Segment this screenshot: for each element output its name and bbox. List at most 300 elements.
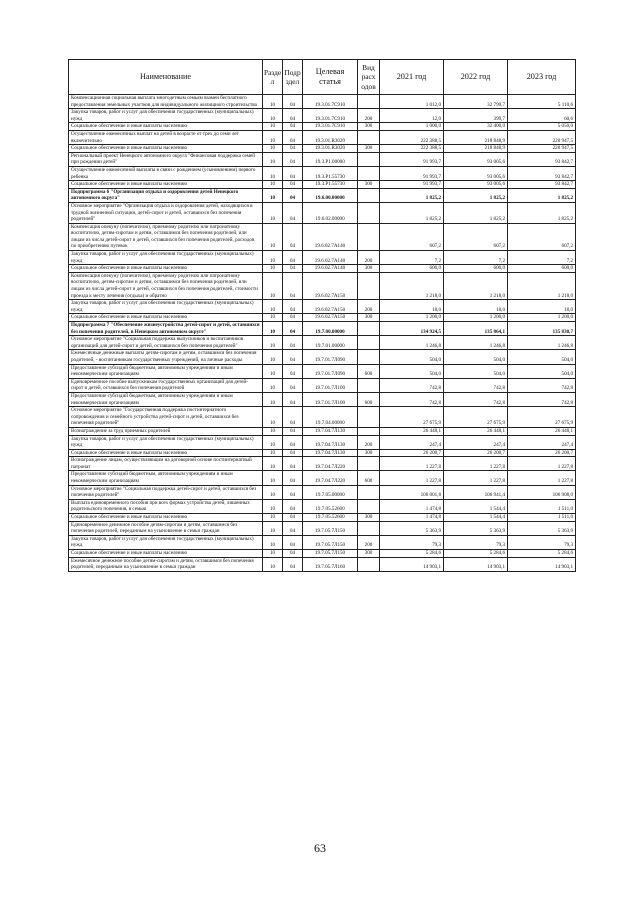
- name-cell: Основное мероприятие "Социальная поддержка детей-сирот и детей, оставшихся без попечения родителей": [69, 485, 263, 499]
- target-cell: 19.3.01.7С910: [303, 95, 358, 109]
- amount-2023-cell: 106 908,0: [508, 485, 576, 499]
- table-row: [69, 550, 576, 558]
- name-cell: Компенсационная социальная выплата многодетным семьям взамен бесплатного предоставления земельных участков для индивидуального жилищного строительства: [69, 95, 263, 109]
- table-row: [69, 152, 576, 166]
- target-cell: 19.7.05.52600: [303, 514, 358, 522]
- amount-2022-cell: 5 363,9: [444, 521, 508, 535]
- razdel-cell: 10: [263, 535, 283, 549]
- amount-2022-cell: 399,7: [444, 109, 508, 123]
- target-cell: 19.7.04.7Л220: [303, 471, 358, 485]
- amount-2023-cell: 1 227,8: [508, 471, 576, 485]
- amount-2022-cell: 1 544,4: [444, 514, 508, 522]
- table-row: [69, 407, 576, 428]
- expense-type-cell: [358, 130, 380, 144]
- amount-2022-cell: 27 675,9: [444, 407, 508, 428]
- name-cell: Закупка товаров, работ и услуг для обеспечения государственных (муниципальных) нужд: [69, 535, 263, 549]
- podrazdel-cell: 04: [283, 166, 303, 180]
- amount-2022-cell: 1 825,2: [444, 188, 508, 202]
- header-target: Целевая статья: [303, 60, 358, 95]
- amount-2023-cell: 5 050,0: [508, 123, 576, 131]
- amount-2022-cell: 32 799,7: [444, 95, 508, 109]
- amount-2021-cell: 27 675,9: [380, 407, 444, 428]
- amount-2023-cell: 27 675,9: [508, 407, 576, 428]
- podrazdel-cell: 04: [283, 251, 303, 265]
- amount-2021-cell: 247,4: [380, 435, 444, 449]
- amount-2023-cell: 742,8: [508, 392, 576, 406]
- amount-2021-cell: 14 903,1: [380, 557, 444, 571]
- expense-type-cell: [358, 499, 380, 513]
- name-cell: Социальное обеспечение и иные выплаты населению: [69, 514, 263, 522]
- podrazdel-cell: 04: [283, 364, 303, 378]
- table-row: [69, 166, 576, 180]
- razdel-cell: 10: [263, 95, 283, 109]
- name-cell: Закупка товаров, работ и услуг для обеспечения государственных (муниципальных) нужд: [69, 251, 263, 265]
- header-2023: 2023 год: [508, 60, 576, 95]
- podrazdel-cell: 04: [283, 557, 303, 571]
- expense-type-cell: [358, 350, 380, 364]
- amount-2023-cell: 220 947,5: [508, 145, 576, 153]
- amount-2023-cell: 607,2: [508, 223, 576, 250]
- amount-2021-cell: 91 993,7: [380, 152, 444, 166]
- amount-2021-cell: 26 200,7: [380, 449, 444, 457]
- target-cell: 19.7.01.7Л090: [303, 364, 358, 378]
- amount-2022-cell: 742,8: [444, 392, 508, 406]
- expense-type-cell: [358, 485, 380, 499]
- amount-2022-cell: 504,0: [444, 350, 508, 364]
- podrazdel-cell: 04: [283, 449, 303, 457]
- amount-2022-cell: 1 200,0: [444, 314, 508, 322]
- table-row: [69, 109, 576, 123]
- expense-type-cell: 200: [358, 435, 380, 449]
- podrazdel-cell: 04: [283, 314, 303, 322]
- table-row: [69, 300, 576, 314]
- amount-2023-cell: 79,3: [508, 535, 576, 549]
- table-row: [69, 130, 576, 144]
- table-row: [69, 322, 576, 336]
- amount-2021-cell: 504,0: [380, 350, 444, 364]
- table-header-row: [69, 60, 576, 95]
- expense-type-cell: [358, 336, 380, 350]
- razdel-cell: 10: [263, 300, 283, 314]
- amount-2022-cell: 1 227,8: [444, 471, 508, 485]
- expense-type-cell: 300: [358, 449, 380, 457]
- header-podrazdel: Подр здел: [283, 60, 303, 95]
- amount-2021-cell: 607,2: [380, 223, 444, 250]
- name-cell: Закупка товаров, работ и услуг для обеспечения государственных (муниципальных) нужд: [69, 435, 263, 449]
- amount-2022-cell: 247,4: [444, 435, 508, 449]
- amount-2021-cell: 1 227,8: [380, 457, 444, 471]
- table-row: [69, 378, 576, 392]
- amount-2023-cell: 26 200,7: [508, 449, 576, 457]
- target-cell: 19.7.04.00000: [303, 407, 358, 428]
- name-cell: Предоставление субсидий бюджетным, автономным учреждениям и иным некоммерческим организациям: [69, 471, 263, 485]
- amount-2022-cell: 1 218,0: [444, 272, 508, 299]
- amount-2023-cell: 247,4: [508, 435, 576, 449]
- target-cell: 19.3.01.7С910: [303, 109, 358, 123]
- amount-2021-cell: 742,8: [380, 392, 444, 406]
- name-cell: Основное мероприятие "Социальная поддержка выпускников и воспитанников организаций для детей-сирот и детей, оставшихся без попечения родителей": [69, 336, 263, 350]
- amount-2022-cell: 218 848,9: [444, 130, 508, 144]
- table-row: [69, 485, 576, 499]
- amount-2022-cell: 1 227,8: [444, 457, 508, 471]
- razdel-cell: 10: [263, 181, 283, 189]
- target-cell: 19.3.P1.55730: [303, 166, 358, 180]
- razdel-cell: 10: [263, 166, 283, 180]
- expense-type-cell: [358, 188, 380, 202]
- amount-2023-cell: 5 284,6: [508, 550, 576, 558]
- target-cell: 19.7.05.52600: [303, 499, 358, 513]
- name-cell: Закупка товаров, работ и услуг для обеспечения государственных (муниципальных) нужд: [69, 300, 263, 314]
- amount-2023-cell: 18,0: [508, 300, 576, 314]
- podrazdel-cell: 04: [283, 188, 303, 202]
- expense-type-cell: [358, 152, 380, 166]
- target-cell: 19.6.00.00000: [303, 188, 358, 202]
- amount-2023-cell: 93 842,7: [508, 152, 576, 166]
- podrazdel-cell: 04: [283, 457, 303, 471]
- target-cell: 19.6.02.7А150: [303, 300, 358, 314]
- razdel-cell: 10: [263, 350, 283, 364]
- name-cell: Социальное обеспечение и иные выплаты населению: [69, 265, 263, 273]
- razdel-cell: 10: [263, 392, 283, 406]
- name-cell: Социальное обеспечение и иные выплаты населению: [69, 550, 263, 558]
- target-cell: 19.7.00.00000: [303, 322, 358, 336]
- expense-type-cell: [358, 322, 380, 336]
- amount-2021-cell: 91 993,7: [380, 166, 444, 180]
- amount-2022-cell: 1 825,2: [444, 202, 508, 223]
- podrazdel-cell: 04: [283, 435, 303, 449]
- expense-type-cell: 600: [358, 471, 380, 485]
- target-cell: 19.7.01.7Л100: [303, 392, 358, 406]
- razdel-cell: 10: [263, 251, 283, 265]
- podrazdel-cell: 04: [283, 499, 303, 513]
- amount-2021-cell: 1 474,8: [380, 514, 444, 522]
- expense-type-cell: 300: [358, 145, 380, 153]
- expense-type-cell: 300: [358, 514, 380, 522]
- amount-2023-cell: 7,2: [508, 251, 576, 265]
- table-row: [69, 557, 576, 571]
- name-cell: Вознаграждение лицам, осуществляющим на договорной основе постинтернатный патронат: [69, 457, 263, 471]
- table-row: [69, 188, 576, 202]
- amount-2023-cell: 600,0: [508, 265, 576, 273]
- amount-2022-cell: 26 200,7: [444, 449, 508, 457]
- razdel-cell: 10: [263, 188, 283, 202]
- name-cell: Единовременное денежное пособие детям-сиротам и детям, оставшимся без попечения родителей, переданным на усыновление в семьи граждан: [69, 521, 263, 535]
- name-cell: Подпрограмма 7 "Обеспечение жизнеустройства детей-сирот и детей, оставшихся без попечения родителей, в Ненецком автономном округе": [69, 322, 263, 336]
- target-cell: 19.3.01.R3020: [303, 130, 358, 144]
- table-row: [69, 364, 576, 378]
- amount-2021-cell: 600,0: [380, 265, 444, 273]
- table-row: [69, 499, 576, 513]
- amount-2023-cell: 135 830,7: [508, 322, 576, 336]
- name-cell: Ежемесячные денежные выплаты детям-сиротам и детям, оставшимся без попечения родителей, - воспитанникам государственных учреждений, на личные расходы: [69, 350, 263, 364]
- amount-2023-cell: 93 842,7: [508, 166, 576, 180]
- amount-2023-cell: 1 246,8: [508, 336, 576, 350]
- target-cell: 19.7.04.7Л130: [303, 435, 358, 449]
- target-cell: 19.7.04.7Л220: [303, 457, 358, 471]
- razdel-cell: 10: [263, 202, 283, 223]
- razdel-cell: 10: [263, 427, 283, 435]
- podrazdel-cell: 04: [283, 550, 303, 558]
- name-cell: Единовременное пособие выпускникам государственных организаций для детей-сирот и детей, оставшихся без попечения родителей: [69, 378, 263, 392]
- table-row: [69, 535, 576, 549]
- expense-type-cell: [358, 272, 380, 299]
- amount-2021-cell: 1 000,0: [380, 123, 444, 131]
- amount-2022-cell: 1 544,4: [444, 499, 508, 513]
- amount-2023-cell: 60,6: [508, 109, 576, 123]
- razdel-cell: 10: [263, 550, 283, 558]
- razdel-cell: 10: [263, 314, 283, 322]
- amount-2023-cell: 220 947,5: [508, 130, 576, 144]
- target-cell: 19.6.02.7А150: [303, 272, 358, 299]
- podrazdel-cell: 04: [283, 378, 303, 392]
- amount-2023-cell: 5 363,9: [508, 521, 576, 535]
- podrazdel-cell: 04: [283, 521, 303, 535]
- amount-2023-cell: 1 511,0: [508, 514, 576, 522]
- razdel-cell: 10: [263, 521, 283, 535]
- podrazdel-cell: 04: [283, 427, 303, 435]
- amount-2022-cell: 26 448,1: [444, 427, 508, 435]
- target-cell: 19.3.P1.00000: [303, 152, 358, 166]
- table-row: [69, 449, 576, 457]
- razdel-cell: 10: [263, 223, 283, 250]
- amount-2021-cell: 5 284,6: [380, 550, 444, 558]
- name-cell: Выплата единовременного пособия при всех формах устройства детей, лишенных родительского попечения, в семью: [69, 499, 263, 513]
- podrazdel-cell: 04: [283, 485, 303, 499]
- header-2022: 2022 год: [444, 60, 508, 95]
- podrazdel-cell: 04: [283, 392, 303, 406]
- razdel-cell: 10: [263, 435, 283, 449]
- razdel-cell: 10: [263, 364, 283, 378]
- table-row: [69, 123, 576, 131]
- podrazdel-cell: 04: [283, 407, 303, 428]
- expense-type-cell: [358, 166, 380, 180]
- razdel-cell: 10: [263, 123, 283, 131]
- razdel-cell: 10: [263, 485, 283, 499]
- target-cell: 19.3.P1.55730: [303, 181, 358, 189]
- podrazdel-cell: 04: [283, 300, 303, 314]
- table-row: [69, 272, 576, 299]
- razdel-cell: 10: [263, 145, 283, 153]
- amount-2023-cell: 26 448,1: [508, 427, 576, 435]
- podrazdel-cell: 04: [283, 202, 303, 223]
- table-row: [69, 457, 576, 471]
- name-cell: Осуществление ежемесячных выплат на детей в возрасте от трех до семи лет включительно: [69, 130, 263, 144]
- amount-2023-cell: 1 218,0: [508, 272, 576, 299]
- amount-2021-cell: 222 388,5: [380, 145, 444, 153]
- amount-2021-cell: 742,8: [380, 378, 444, 392]
- expense-type-cell: [358, 427, 380, 435]
- amount-2022-cell: 742,8: [444, 378, 508, 392]
- name-cell: Социальное обеспечение и иные выплаты населению: [69, 123, 263, 131]
- name-cell: Социальное обеспечение и иные выплаты населению: [69, 145, 263, 153]
- amount-2021-cell: 1 227,8: [380, 471, 444, 485]
- amount-2022-cell: 7,2: [444, 251, 508, 265]
- expense-type-cell: [358, 407, 380, 428]
- razdel-cell: 10: [263, 378, 283, 392]
- expense-type-cell: 200: [358, 109, 380, 123]
- table-row: [69, 350, 576, 364]
- table-row: [69, 471, 576, 485]
- razdel-cell: 10: [263, 457, 283, 471]
- target-cell: 19.7.04.7Л130: [303, 427, 358, 435]
- amount-2021-cell: 1 200,0: [380, 314, 444, 322]
- target-cell: 19.7.05.7Л160: [303, 557, 358, 571]
- table-row: [69, 251, 576, 265]
- amount-2021-cell: 18,0: [380, 300, 444, 314]
- amount-2022-cell: 5 284,6: [444, 550, 508, 558]
- amount-2022-cell: 600,0: [444, 265, 508, 273]
- amount-2023-cell: 504,0: [508, 364, 576, 378]
- table-row: [69, 521, 576, 535]
- razdel-cell: 10: [263, 557, 283, 571]
- header-razdel: Разде л: [263, 60, 283, 95]
- table-row: [69, 427, 576, 435]
- razdel-cell: 10: [263, 407, 283, 428]
- amount-2022-cell: 504,0: [444, 364, 508, 378]
- amount-2023-cell: 742,8: [508, 378, 576, 392]
- podrazdel-cell: 04: [283, 514, 303, 522]
- expense-type-cell: 300: [358, 314, 380, 322]
- target-cell: 19.6.02.00000: [303, 202, 358, 223]
- amount-2021-cell: 1 218,0: [380, 272, 444, 299]
- razdel-cell: 10: [263, 449, 283, 457]
- amount-2023-cell: 1 825,2: [508, 202, 576, 223]
- podrazdel-cell: 04: [283, 272, 303, 299]
- budget-table: [68, 59, 576, 572]
- table-row: [69, 265, 576, 273]
- expense-type-cell: 300: [358, 181, 380, 189]
- amount-2021-cell: 91 993,7: [380, 181, 444, 189]
- amount-2023-cell: 5 110,6: [508, 95, 576, 109]
- target-cell: 19.6.02.7А140: [303, 265, 358, 273]
- podrazdel-cell: 04: [283, 95, 303, 109]
- podrazdel-cell: 04: [283, 145, 303, 153]
- amount-2021-cell: 1 825,2: [380, 188, 444, 202]
- amount-2021-cell: 5 363,9: [380, 521, 444, 535]
- table-row: [69, 514, 576, 522]
- razdel-cell: 10: [263, 265, 283, 273]
- amount-2021-cell: 12,0: [380, 109, 444, 123]
- expense-type-cell: 300: [358, 123, 380, 131]
- target-cell: 19.7.05.7Л150: [303, 550, 358, 558]
- table-row: [69, 392, 576, 406]
- table-row: [69, 202, 576, 223]
- amount-2021-cell: 1 246,8: [380, 336, 444, 350]
- target-cell: 19.6.02.7А140: [303, 223, 358, 250]
- podrazdel-cell: 04: [283, 535, 303, 549]
- target-cell: 19.7.01.7Л100: [303, 378, 358, 392]
- amount-2022-cell: 93 005,6: [444, 152, 508, 166]
- podrazdel-cell: 04: [283, 322, 303, 336]
- target-cell: 19.3.01.7С910: [303, 123, 358, 131]
- name-cell: Компенсация опекуну (попечителю), приемному родителю или патронатному воспитателю, детям-сиротам и детям, оставшимся без попечения родителей, или лицам из числа детей-сирот и детей, оставшихся без попечения родителей, расходов по приобретению путевок: [69, 223, 263, 250]
- amount-2022-cell: 1 246,8: [444, 336, 508, 350]
- amount-2022-cell: 18,0: [444, 300, 508, 314]
- razdel-cell: 10: [263, 152, 283, 166]
- name-cell: Подпрограмма 6 "Организация отдыха и оздоровления детей Ненецкого автономного округа": [69, 188, 263, 202]
- amount-2021-cell: 1 825,2: [380, 202, 444, 223]
- name-cell: Социальное обеспечение и иные выплаты населению: [69, 181, 263, 189]
- name-cell: Предоставление субсидий бюджетным, автономным учреждениям и иным некоммерческим организациям: [69, 364, 263, 378]
- amount-2021-cell: 1 474,8: [380, 499, 444, 513]
- amount-2023-cell: 14 903,1: [508, 557, 576, 571]
- amount-2022-cell: 14 903,1: [444, 557, 508, 571]
- table-row: [69, 95, 576, 109]
- amount-2022-cell: 93 005,6: [444, 166, 508, 180]
- table-row: [69, 181, 576, 189]
- amount-2021-cell: 134 924,5: [380, 322, 444, 336]
- amount-2023-cell: 93 842,7: [508, 181, 576, 189]
- expense-type-cell: [358, 521, 380, 535]
- amount-2021-cell: 222 388,5: [380, 130, 444, 144]
- expense-type-cell: [358, 457, 380, 471]
- expense-type-cell: [358, 223, 380, 250]
- expense-type-cell: 300: [358, 550, 380, 558]
- name-cell: Вознаграждение за труд приемных родителей: [69, 427, 263, 435]
- table-row: [69, 145, 576, 153]
- amount-2021-cell: 26 448,1: [380, 427, 444, 435]
- amount-2023-cell: 1 227,8: [508, 457, 576, 471]
- target-cell: 19.7.01.7Л090: [303, 350, 358, 364]
- table-row: [69, 435, 576, 449]
- header-2021: 2021 год: [380, 60, 444, 95]
- expense-type-cell: 200: [358, 300, 380, 314]
- expense-type-cell: 600: [358, 364, 380, 378]
- expense-type-cell: [358, 557, 380, 571]
- name-cell: Основное мероприятие "Государственная поддержка постинтернатного сопровождения и семейного устройства детей-сирот и детей, оставшихся без попечения родителей": [69, 407, 263, 428]
- podrazdel-cell: 04: [283, 336, 303, 350]
- podrazdel-cell: 04: [283, 350, 303, 364]
- header-name: Наименование: [69, 60, 263, 95]
- expense-type-cell: 200: [358, 535, 380, 549]
- expense-type-cell: [358, 202, 380, 223]
- expense-type-cell: [358, 378, 380, 392]
- podrazdel-cell: 04: [283, 265, 303, 273]
- amount-2023-cell: 1 511,0: [508, 499, 576, 513]
- name-cell: Закупка товаров, работ и услуг для обеспечения государственных (муниципальных) нужд: [69, 109, 263, 123]
- expense-type-cell: 300: [358, 265, 380, 273]
- name-cell: Осуществление ежемесячной выплаты в связи с рождением (усыновлением) первого ребенка: [69, 166, 263, 180]
- name-cell: Ежемесячное денежное пособие детям-сиротам и детям, оставшимся без попечения родителей, переданным на усыновление в семьи граждан: [69, 557, 263, 571]
- podrazdel-cell: 04: [283, 181, 303, 189]
- amount-2021-cell: 1 012,0: [380, 95, 444, 109]
- name-cell: Региональный проект Ненецкого автономного округа "Финансовая поддержка семей при рождении детей": [69, 152, 263, 166]
- amount-2021-cell: 79,3: [380, 535, 444, 549]
- podrazdel-cell: 04: [283, 152, 303, 166]
- razdel-cell: 10: [263, 499, 283, 513]
- name-cell: Социальное обеспечение и иные выплаты населению: [69, 449, 263, 457]
- name-cell: Социальное обеспечение и иные выплаты населению: [69, 314, 263, 322]
- razdel-cell: 10: [263, 336, 283, 350]
- amount-2023-cell: 1 200,0: [508, 314, 576, 322]
- razdel-cell: 10: [263, 471, 283, 485]
- table-row: [69, 336, 576, 350]
- razdel-cell: 10: [263, 514, 283, 522]
- table-row: [69, 314, 576, 322]
- target-cell: 19.6.02.7А140: [303, 251, 358, 265]
- table-body: [69, 95, 576, 572]
- amount-2021-cell: 504,0: [380, 364, 444, 378]
- podrazdel-cell: 04: [283, 130, 303, 144]
- podrazdel-cell: 04: [283, 471, 303, 485]
- header-expense-type: Вид расх одов: [358, 60, 380, 95]
- table-row: [69, 223, 576, 250]
- target-cell: 19.7.01.00000: [303, 336, 358, 350]
- podrazdel-cell: 04: [283, 123, 303, 131]
- name-cell: Предоставление субсидий бюджетным, автономным учреждениям и иным некоммерческим организациям: [69, 392, 263, 406]
- target-cell: 19.6.02.7А150: [303, 314, 358, 322]
- expense-type-cell: 200: [358, 251, 380, 265]
